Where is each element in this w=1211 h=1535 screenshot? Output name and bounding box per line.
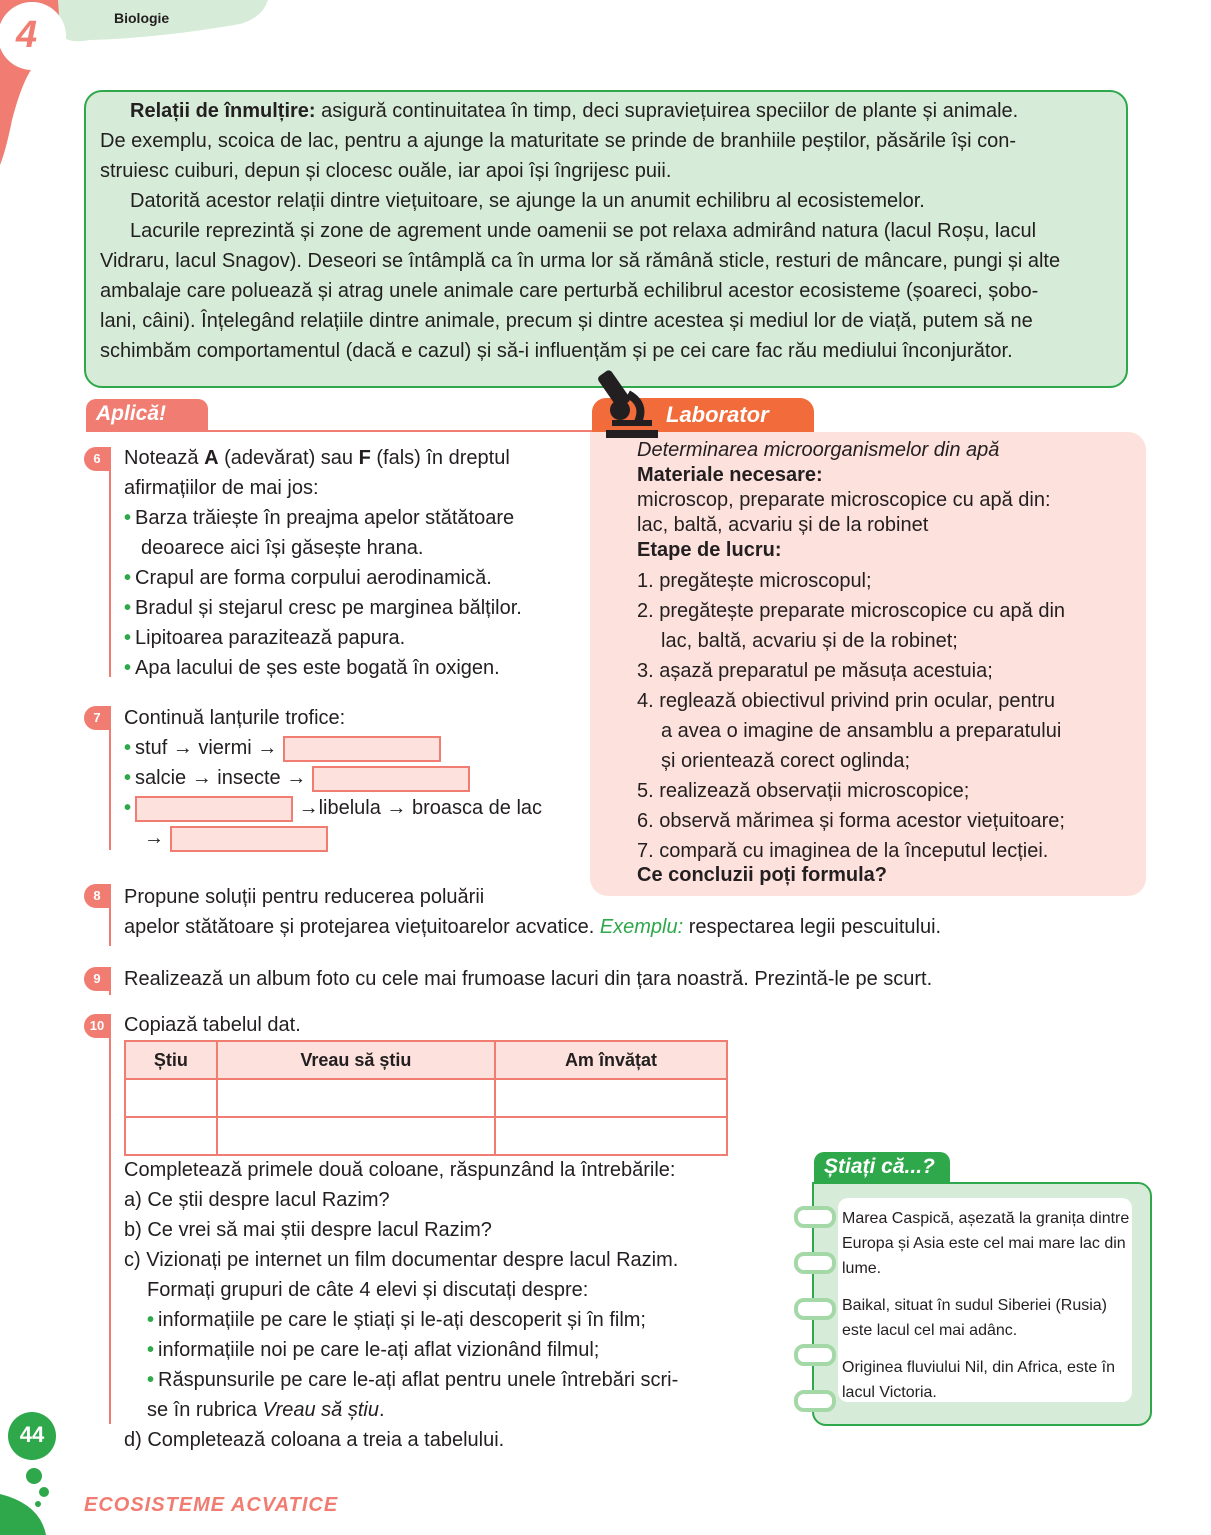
lab-step: 6. observă mărimea și forma acestor viețuitoare; [637,810,1065,832]
table-header: Vreau să știu [217,1041,495,1079]
lab-step: 5. realizează observații microscopice; [637,780,970,802]
lab-step: 1. pregătește microscopul; [637,570,872,592]
ex10-line: d) Completează coloana a treia a tabelului. [124,1429,505,1451]
list-item: • Crapul are forma corpului aerodinamică. [124,567,492,589]
page-number: 44 [19,1422,45,1447]
section-title: ECOSISTEME ACVATICE [84,1494,339,1516]
ex9-text: Realizează un album foto cu cele mai frumoase lacuri din țara noastră. Prezintă-le pe scurt. [124,968,933,990]
intro-line: De exemplu, scoica de lac, pentru a ajunge la maturitate se prinde de branhiile peștilor, păsările își con- [100,130,1017,152]
lab-step: 2. pregătește preparate microscopice cu apă din [637,600,1066,622]
fact-line: este lacul cel mai adânc. [842,1322,1018,1339]
table-row [125,1117,727,1155]
intro-bold: Relații de înmulțire: [130,100,316,122]
ex8-line: Propune soluții pentru reducerea poluării [124,886,485,908]
exercise-rule [109,1014,111,1424]
food-chain: • →libelula → broasca de lac [124,793,584,823]
lab-materials: lac, baltă, acvariu și de la robinet [637,514,929,536]
intro-line: struiesc cuiburi, depun și clocesc ouăle, iar apoi își îngrijesc puii. [100,160,672,182]
stiati-facts [842,1206,1142,1405]
ex10-line: a) Ce știi despre lacul Razim? [124,1189,390,1211]
exercise-7 [124,703,584,853]
laborator-label: Laborator [666,402,769,427]
lab-title: Determinarea microorganismelor din apă [637,439,1000,461]
exercise-rule [109,967,111,995]
ring-icon [794,1298,836,1320]
ex10-line: c) Vizionați pe internet un film documentar despre lacul Razim. [124,1249,679,1271]
table-row [125,1079,727,1117]
ex6-instruction: Notează A (adevărat) sau F (fals) în dreptul [124,447,510,469]
lab-materials-heading: Materiale necesare: [637,464,823,486]
chapter-number: 4 [16,14,38,56]
ring-icon [794,1252,836,1274]
exercise-rule [109,447,111,677]
food-chain: • stuf → viermi → [124,733,584,763]
exercise-rule [109,884,111,946]
exercise-number: 10 [84,1014,110,1038]
fact-line: lacul Victoria. [842,1384,937,1401]
stiati-label: Știați că...? [824,1155,935,1178]
ex7-title: Continuă lanțurile trofice: [124,707,346,729]
lab-step: lac, baltă, acvariu și de la robinet; [661,630,958,652]
exercise-6 [124,443,564,683]
intro-line: Lacurile reprezintă și zone de agrement unde oamenii se pot relaxa admirând natura (lacul Roșu, lacul [130,220,1037,242]
ring-icon [794,1390,836,1412]
lab-steps-heading: Etape de lucru: [637,539,782,561]
food-chain: • salcie → insecte → [124,763,584,793]
list-item: • Răspunsurile pe care le-ați aflat pentru unele întrebări scri- [147,1369,679,1391]
fact-line: Baikal, situat în sudul Siberiei (Rusia) [842,1297,1108,1314]
lab-step: 7. compară cu imaginea de la începutul lecției. [637,840,1049,862]
lab-content [637,438,1137,563]
subject-label: Biologie [114,10,170,26]
answer-blank[interactable] [283,736,441,762]
ex10-line: b) Ce vrei să mai știi despre lacul Razim? [124,1219,492,1241]
ex8-line: apelor stătătoare și protejarea viețuitoarelor acvatice. Exemplu: respectarea legii pescuitului. [124,916,942,938]
ex10-line: Completează primele două coloane, răspunzând la întrebările: [124,1159,676,1181]
list-item: • Lipitoarea parazitează papura. [124,627,406,649]
list-item: • informațiile pe care le știați și le-ați descoperit și în film; [147,1309,646,1331]
lab-steps [637,566,1137,866]
microscope-icon [598,364,662,440]
lab-step: 3. așază preparatul pe măsuța acestuia; [637,660,993,682]
fact-line: Marea Caspică, așezată la granița dintre [842,1210,1130,1227]
lab-step: și orientează corect oglinda; [661,750,911,772]
lab-materials: microscop, preparate microscopice cu apă din: [637,489,1051,511]
table-header: Am învățat [495,1041,727,1079]
intro-line: Datorită acestor relații dintre viețuitoare, se ajunge la un anumit echilibru al ecosistemelor. [130,190,925,212]
answer-blank[interactable] [135,796,293,822]
list-item: • Bradul și stejarul cresc pe marginea bălților. [124,597,522,619]
intro-line: Vidraru, lacul Snagov). Deseori se întâmplă ca în urma lor să rămână sticle, resturi de mâncare, pungi și alte [100,250,1061,272]
intro-text: Relații de înmulțire: asigură continuitatea în timp, deci supraviețuirea speciilor de plante și animale. De exemplu, scoica de lac, pentru a ajunge la maturitate se prinde de branhiile peștilor, păsările își con- struiesc cuiburi, depun și clocesc ouăle, iar apoi își îngrijesc puii. Datorită acestor relații dintre viețuitoare, se ajunge la un anumit echilibru al ecosistemelor. Lacurile reprezintă și zone de agrement unde oamenii se pot relaxa admirând natura (lacul Roșu, lacul Vidraru, lacul Snagov). Deseori se întâmplă ca în urma lor să rămână sticle, resturi de mâncare, pungi și alte ambalaje care poluează și atrag unele animale care perturbă echilibrul acestor ecosisteme (șoareci, șobo- lani, câini). Înțelegând relațiile dintre animale, precum și dintre acestea și mediul lor de viață, putem să ne schimbăm comportamentul (dacă e cazul) și să-i influențăm și pe cei care fac rău mediului înconjurător. [100,96,1112,366]
answer-blank[interactable] [170,826,328,852]
lab-step: a avea o imagine de ansamblu a preparatului [661,720,1062,742]
exercise-8 [124,882,1124,942]
divider [86,430,606,432]
exercise-number: 9 [84,967,110,991]
table-header: Știu [125,1041,217,1079]
intro-line: lani, câini). Înțelegând relațiile dintre animale, precum și dintre acestea și mediul lor de viață, putem să ne [100,310,1033,332]
list-item: se în rubrica Vreau să știu. [147,1399,385,1421]
ex10-title: Copiază tabelul dat. [124,1014,301,1036]
intro-line: ambalaje care poluează și atrag unele animale care perturbă echilibrul acestor ecosisteme (șoareci, șobo- [100,280,1039,302]
list-item: • informațiile noi pe care le-ați aflat vizionând filmul; [147,1339,600,1361]
ex10-questions [124,1155,764,1455]
fact-line: Originea fluviului Nil, din Africa, este în [842,1359,1116,1376]
answer-blank[interactable] [312,766,470,792]
lab-question: Ce concluzii poți formula? [637,864,888,886]
ex6-instruction: afirmațiilor de mai jos: [124,477,319,499]
list-item: deoarece aici își găsește hrana. [141,537,424,559]
intro-line: schimbăm comportamentul (dacă e cazul) și să-i influențăm și pe cei care fac rău mediului înconjurător. [100,340,1013,362]
ring-icon [794,1206,836,1228]
fact-line: lume. [842,1260,882,1277]
fact-line: Europa și Asia este cel mai mare lac din [842,1235,1126,1252]
list-item: • Apa lacului de șes este bogată în oxigen. [124,657,500,679]
exercise-number: 6 [84,447,110,471]
exercise-number: 7 [84,706,110,730]
exercise-number: 8 [84,884,110,908]
lab-step: 4. reglează obiectivul privind prin ocular, pentru [637,690,1056,712]
kwl-table [124,1040,728,1156]
list-item: • Barza trăiește în preajma apelor stătătoare [124,507,515,529]
aplica-label: Aplică! [96,402,167,425]
exercise-rule [109,706,111,850]
food-chain: → [124,823,584,853]
ring-icon [794,1344,836,1366]
ex10-line: Formați grupuri de câte 4 elevi și discutați despre: [147,1279,589,1301]
